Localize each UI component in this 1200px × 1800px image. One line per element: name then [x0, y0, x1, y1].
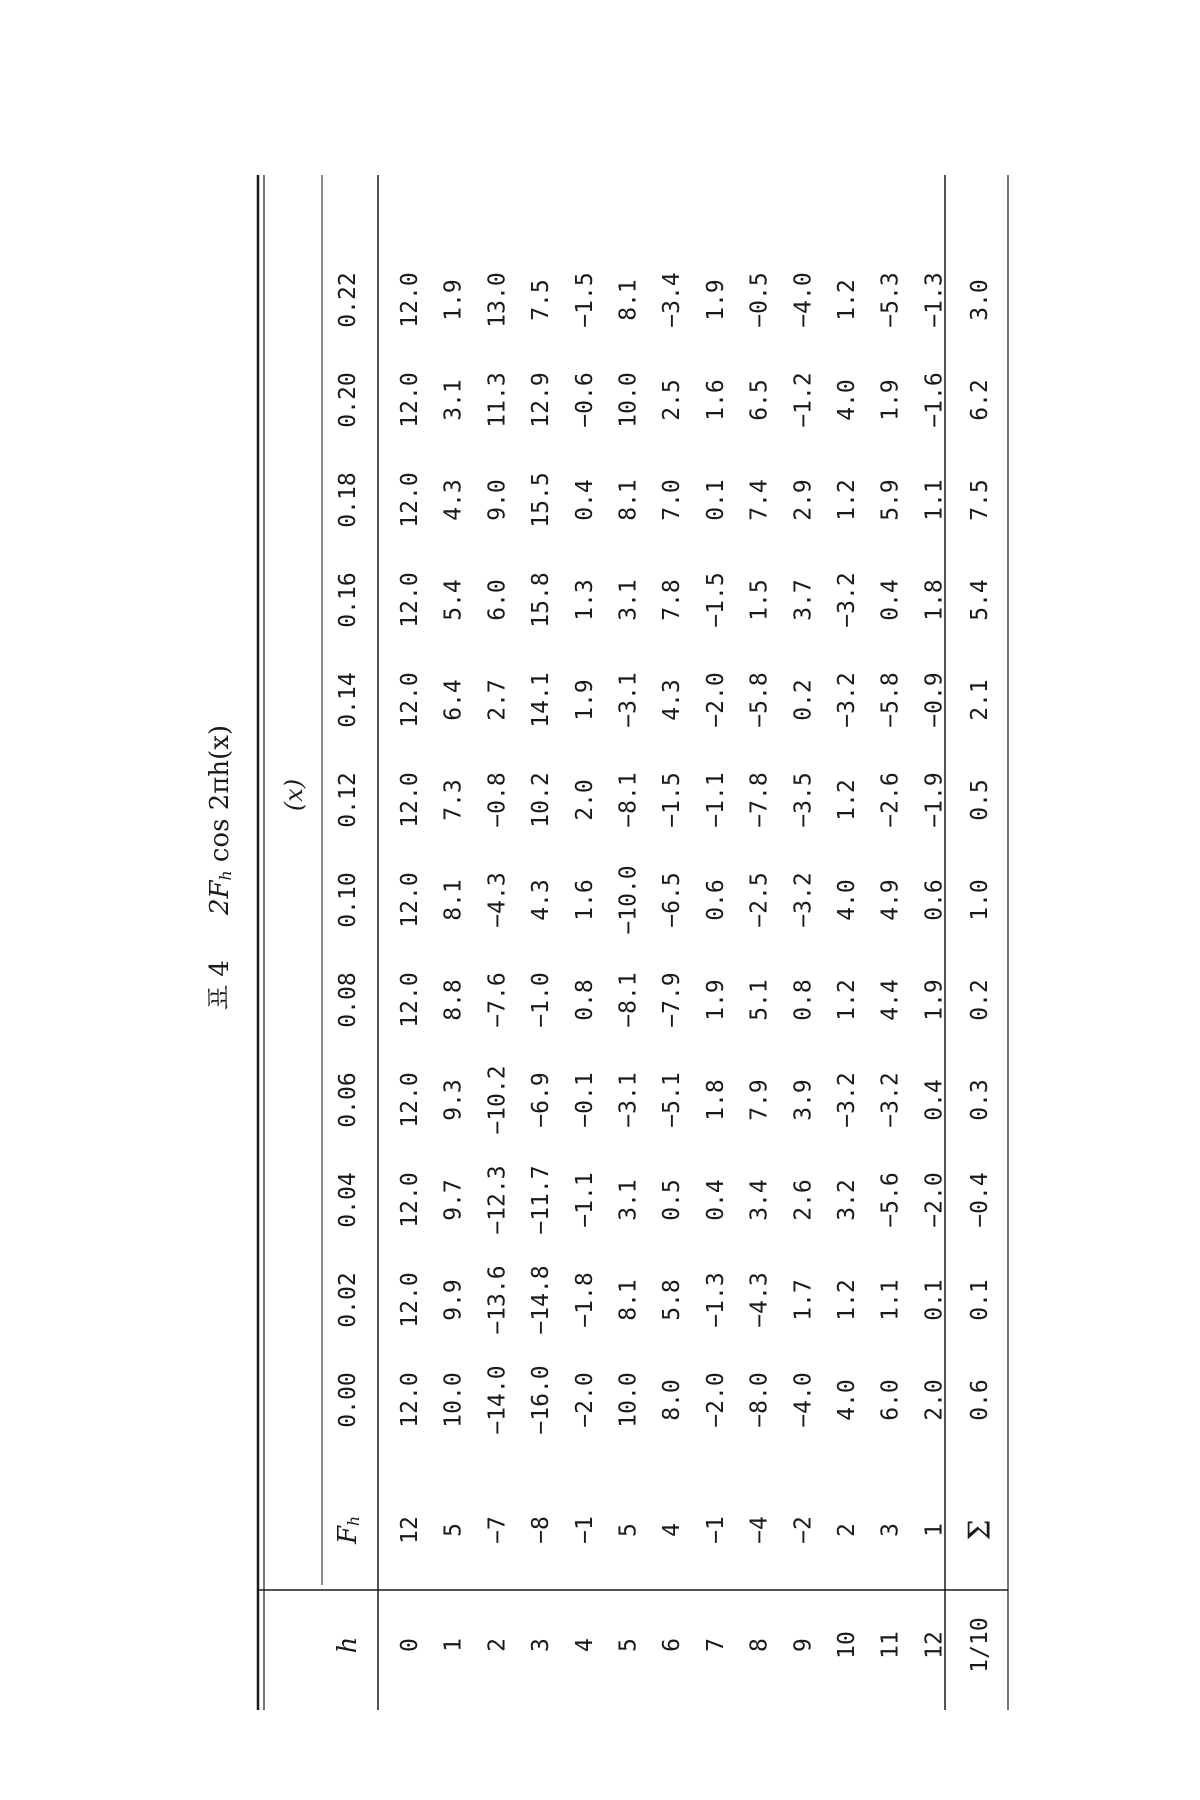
table-text	[205, 272, 998, 1672]
table-cell: −2.6	[877, 772, 904, 828]
table-cell: 0.4	[571, 479, 598, 521]
table-cell: 12.9	[528, 372, 555, 428]
table-cell: 3.4	[746, 1179, 773, 1221]
table-cell: 0.8	[790, 979, 817, 1021]
table-cell: 1.6	[702, 379, 729, 421]
table-cell: 0.1	[702, 479, 729, 521]
table-cell: 8.1	[615, 479, 642, 521]
table-cell: −1.5	[702, 572, 729, 628]
table-cell: −1.2	[790, 372, 817, 428]
table-cell: 4.3	[440, 479, 467, 521]
table-cell: −1.6	[921, 372, 948, 428]
table-cell: −0.8	[484, 772, 511, 828]
table-cell: 14.1	[528, 672, 555, 728]
table-cell: 1.2	[834, 979, 860, 1021]
header-x-value: 0.20	[335, 372, 361, 428]
summary-cell: 0.3	[967, 1079, 993, 1121]
table-cell: 1.2	[834, 479, 860, 521]
table-cell: −4.3	[484, 872, 511, 928]
row-fh: −2	[790, 1516, 817, 1544]
row-fh: 5	[440, 1523, 467, 1537]
table-cell: 12.0	[397, 672, 423, 728]
table-cell: 10.0	[615, 372, 642, 428]
table-cell: 7.3	[440, 779, 467, 821]
table-cell: 1.1	[921, 479, 948, 521]
table-cell: 1.7	[790, 1279, 817, 1321]
table-cell: −5.6	[877, 1172, 904, 1228]
table-cell: 5.9	[877, 479, 904, 521]
row-fh: −7	[484, 1516, 511, 1544]
table-cell: −1.5	[659, 772, 686, 828]
row-fh: −8	[528, 1516, 555, 1544]
table-cell: 2.7	[484, 679, 511, 721]
table-cell: −14.8	[528, 1265, 555, 1335]
table-cell: −10.0	[615, 865, 642, 935]
table-cell: 12.0	[397, 772, 423, 828]
table-cell: −3.2	[790, 872, 817, 928]
table-cell: −3.2	[834, 1072, 860, 1128]
table-cell: −0.9	[921, 672, 948, 728]
summary-label: 1/10	[967, 1617, 993, 1673]
row-h: 1	[440, 1638, 467, 1652]
table-cell: −3.2	[834, 672, 860, 728]
row-h: 7	[702, 1638, 729, 1652]
table-cell: 4.3	[528, 879, 555, 921]
header-x-value: 0.14	[335, 672, 361, 728]
table-cell: −4.0	[790, 272, 817, 328]
table-cell: −12.3	[484, 1165, 511, 1235]
table-cell: 2.0	[921, 1379, 948, 1421]
table-cell: 5.4	[440, 579, 467, 621]
row-fh: −1	[571, 1516, 598, 1544]
table-cell: 3.1	[615, 1179, 642, 1221]
summary-cell: 2.1	[967, 679, 993, 721]
table-cell: 4.9	[877, 879, 904, 921]
table-cell: 12.0	[397, 272, 423, 328]
table-cell: 7.8	[659, 579, 686, 621]
table-cell: −2.0	[921, 1172, 948, 1228]
table-cell: 12.0	[397, 372, 423, 428]
table-cell: 12.0	[397, 1372, 423, 1428]
table-cell: 1.1	[877, 1279, 904, 1321]
table-cell: 7.4	[746, 479, 773, 521]
table-cell: −5.3	[877, 272, 904, 328]
summary-cell: −0.4	[967, 1172, 993, 1228]
table-cell: 0.4	[877, 579, 904, 621]
row-h: 9	[790, 1638, 817, 1652]
row-h: 12	[921, 1631, 948, 1659]
header-x-value: 0.22	[335, 272, 361, 328]
table-cell: 5.8	[659, 1279, 686, 1321]
row-fh: −4	[746, 1516, 773, 1544]
table-cell: 8.8	[440, 979, 467, 1021]
summary-cell: 7.5	[967, 479, 993, 521]
table-cell: −5.8	[746, 672, 773, 728]
table-cell: 6.5	[746, 379, 773, 421]
row-fh: 12	[397, 1516, 423, 1544]
table-cell: 1.9	[702, 279, 729, 321]
table-cell: 1.5	[746, 579, 773, 621]
table-cell: 15.5	[528, 472, 555, 528]
table-cell: −10.2	[484, 1065, 511, 1135]
table-cell: 8.1	[440, 879, 467, 921]
table-cell: 4.0	[834, 379, 860, 421]
table-cell: −1.3	[921, 272, 948, 328]
table-cell: −2.5	[746, 872, 773, 928]
summary-cell: 0.1	[967, 1279, 993, 1321]
summary-sigma: Σ	[962, 1519, 998, 1541]
row-fh: −1	[702, 1516, 729, 1544]
header-x-value: 0.12	[335, 772, 361, 828]
table-cell: 12.0	[397, 972, 423, 1028]
table-cell: 3.2	[834, 1179, 860, 1221]
table-cell: 3.1	[440, 379, 467, 421]
table-cell: 9.3	[440, 1079, 467, 1121]
table-cell: −4.3	[746, 1272, 773, 1328]
row-h: 6	[659, 1638, 686, 1652]
table-cell: 9.0	[484, 479, 511, 521]
header-x-value: 0.08	[335, 972, 361, 1028]
table-cell: 0.4	[921, 1079, 948, 1121]
table-cell: 10.0	[615, 1372, 642, 1428]
table-cell: 1.2	[834, 779, 860, 821]
table-cell: 1.8	[702, 1079, 729, 1121]
table-cell: 1.3	[571, 579, 598, 621]
table-cell: −1.1	[702, 772, 729, 828]
table-cell: −0.5	[746, 272, 773, 328]
table-cell: 12.0	[397, 472, 423, 528]
row-h: 8	[746, 1638, 773, 1652]
table-cell: 4.0	[834, 879, 860, 921]
table-cell: 2.5	[659, 379, 686, 421]
summary-cell: 1.0	[967, 879, 993, 921]
table-cell: 2.9	[790, 479, 817, 521]
table-cell: 1.9	[571, 679, 598, 721]
row-h: 5	[615, 1638, 642, 1652]
table-cell: −8.1	[615, 972, 642, 1028]
summary-cell: 0.6	[967, 1379, 993, 1421]
table-cell: 1.9	[921, 979, 948, 1021]
table-cell: 1.9	[440, 279, 467, 321]
summary-cell: 3.0	[967, 279, 993, 321]
row-fh: 2	[834, 1523, 860, 1537]
table-cell: 2.0	[571, 779, 598, 821]
table-number: 표 4	[205, 960, 235, 1010]
table-cell: 8.0	[659, 1379, 686, 1421]
table-cell: −3.2	[877, 1072, 904, 1128]
table-cell: 0.1	[921, 1279, 948, 1321]
table-cell: 7.0	[659, 479, 686, 521]
table-cell: 6.0	[484, 579, 511, 621]
header-x-value: 0.06	[335, 1072, 361, 1128]
table-cell: 1.2	[834, 279, 860, 321]
row-fh: 3	[877, 1523, 904, 1537]
header-fh: $F_h$	[333, 1515, 363, 1545]
row-fh: 4	[659, 1523, 686, 1537]
summary-cell: 0.2	[967, 979, 993, 1021]
header-x-value: 0.18	[335, 472, 361, 528]
table-cell: 4.0	[834, 1379, 860, 1421]
table-cell: −3.1	[615, 1072, 642, 1128]
table-cell: 3.7	[790, 579, 817, 621]
table-cell: −4.0	[790, 1372, 817, 1428]
table-cell: 10.0	[440, 1372, 467, 1428]
table-cell: 11.3	[484, 372, 511, 428]
table-cell: 4.3	[659, 679, 686, 721]
header-x-value: 0.00	[335, 1372, 361, 1428]
table-cell: 1.2	[834, 1279, 860, 1321]
row-h: 10	[834, 1631, 860, 1659]
table-cell: 12.0	[397, 1072, 423, 1128]
table-cell: −2.0	[702, 672, 729, 728]
table-cell: 0.6	[921, 879, 948, 921]
table-cell: 12.0	[397, 1172, 423, 1228]
table-cell: −7.8	[746, 772, 773, 828]
table-cell: 0.2	[790, 679, 817, 721]
table-cell: 1.9	[702, 979, 729, 1021]
table-cell: −8.0	[746, 1372, 773, 1428]
table-cell: 6.4	[440, 679, 467, 721]
table-cell: 12.0	[397, 1272, 423, 1328]
table-cell: −8.1	[615, 772, 642, 828]
table-cell: −11.7	[528, 1165, 555, 1235]
table-cell: −13.6	[484, 1265, 511, 1335]
table-cell: 4.4	[877, 979, 904, 1021]
table-cell: 5.1	[746, 979, 773, 1021]
table-cell: −7.6	[484, 972, 511, 1028]
table-cell: 12.0	[397, 572, 423, 628]
table-cell: 0.5	[659, 1179, 686, 1221]
table-cell: 2.6	[790, 1179, 817, 1221]
table-cell: −1.3	[702, 1272, 729, 1328]
table-cell: −7.9	[659, 972, 686, 1028]
row-h: 4	[571, 1638, 598, 1652]
table-formula: $2F_h$ cos 2πh(x)	[205, 724, 235, 916]
table-cell: −16.0	[528, 1365, 555, 1435]
summary-cell: 6.2	[967, 379, 993, 421]
table-cell: 1.9	[877, 379, 904, 421]
header-x-group: (x)	[280, 778, 308, 812]
table-cell: −1.1	[571, 1172, 598, 1228]
table-cell: −5.8	[877, 672, 904, 728]
table-cell: 10.2	[528, 772, 555, 828]
header-x-value: 0.04	[335, 1172, 361, 1228]
table-cell: 0.6	[702, 879, 729, 921]
row-h: 11	[877, 1631, 904, 1659]
table-cell: −6.9	[528, 1072, 555, 1128]
header-x-value: 0.02	[335, 1272, 361, 1328]
table-cell: −1.8	[571, 1272, 598, 1328]
header-x-value: 0.16	[335, 572, 361, 628]
table-cell: −14.0	[484, 1365, 511, 1435]
row-fh: 1	[921, 1523, 948, 1537]
table-cell: −2.0	[571, 1372, 598, 1428]
table-cell: 8.1	[615, 279, 642, 321]
table-cell: −3.1	[615, 672, 642, 728]
table-cell: −0.6	[571, 372, 598, 428]
table-cell: −0.1	[571, 1072, 598, 1128]
table-cell: −6.5	[659, 872, 686, 928]
table-cell: 6.0	[877, 1379, 904, 1421]
table-cell: 12.0	[397, 872, 423, 928]
table-cell: −5.1	[659, 1072, 686, 1128]
table-cell: 3.9	[790, 1079, 817, 1121]
table-cell: 8.1	[615, 1279, 642, 1321]
summary-cell: 0.5	[967, 779, 993, 821]
table-cell: 7.9	[746, 1079, 773, 1121]
table-cell: −2.0	[702, 1372, 729, 1428]
header-x-value: 0.10	[335, 872, 361, 928]
row-fh: 5	[615, 1523, 642, 1537]
table-cell: 13.0	[484, 272, 511, 328]
header-h: h	[333, 1636, 363, 1654]
table-cell: −3.5	[790, 772, 817, 828]
table-cell: −1.0	[528, 972, 555, 1028]
table-cell: −3.4	[659, 272, 686, 328]
table-cell: 3.1	[615, 579, 642, 621]
table-cell: 1.8	[921, 579, 948, 621]
table-cell: −1.9	[921, 772, 948, 828]
row-h: 0	[397, 1638, 423, 1652]
table-cell: 15.8	[528, 572, 555, 628]
table-cell: 1.6	[571, 879, 598, 921]
row-h: 3	[528, 1638, 555, 1652]
row-h: 2	[484, 1638, 511, 1652]
table-cell: 9.7	[440, 1179, 467, 1221]
summary-cell: 5.4	[967, 579, 993, 621]
table-cell: 0.8	[571, 979, 598, 1021]
table-cell: −3.2	[834, 572, 860, 628]
table-cell: 0.4	[702, 1179, 729, 1221]
table-cell: 9.9	[440, 1279, 467, 1321]
table-cell: 7.5	[528, 279, 555, 321]
table-cell: −1.5	[571, 272, 598, 328]
